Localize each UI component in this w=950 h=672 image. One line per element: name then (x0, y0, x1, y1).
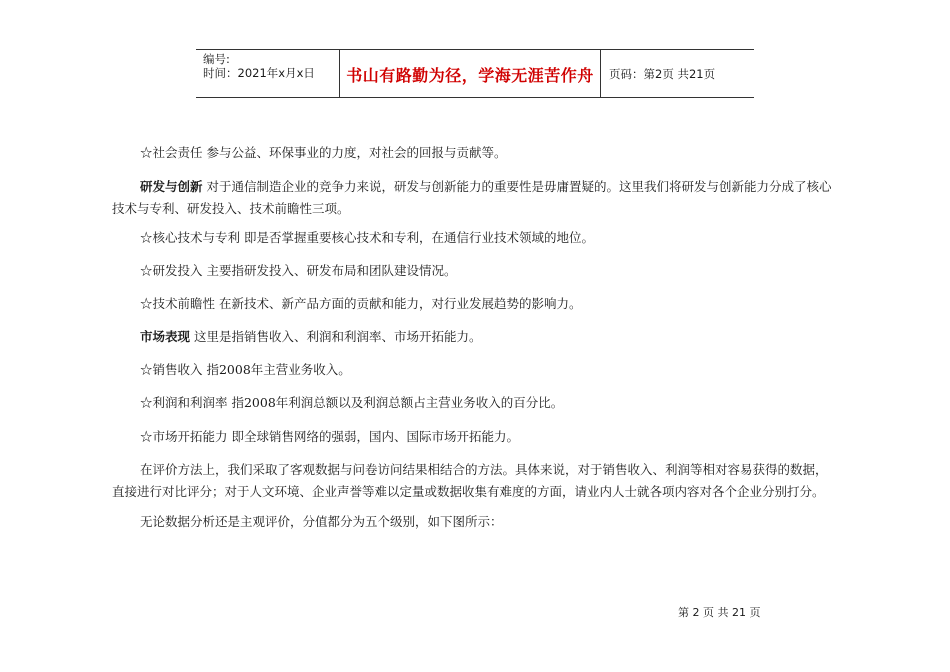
header-meta (196, 50, 339, 97)
paragraph-social-responsibility: ☆社会责任 参与公益、环保事业的力度，对社会的回报与贡献等。 (140, 145, 507, 160)
header-motto-cell (339, 50, 601, 97)
page-header (196, 49, 754, 98)
page-footer: 第 2 页 共 21 页 (678, 606, 761, 619)
rd-description: 对于通信制造企业的竞争力来说，研发与创新能力的重要性是毋庸置疑的。这里我们将研发与创新能力分成了核心技术与专利、研发投入、技术前瞻性三项。 (112, 179, 832, 216)
paragraph-profit: ☆利润和利润率 指2008年利润总额以及利润总额占主营业务收入的百分比。 (140, 395, 564, 410)
paragraph-core-tech: ☆核心技术与专利 即是否掌握重要核心技术和专利，在通信行业技术领域的地位。 (140, 230, 594, 245)
header-page-cell (601, 50, 754, 97)
paragraph-evaluation-method: 在评价方法上，我们采取了客观数据与问卷访问结果相结合的方法。具体来说，对于销售收入、利润等相对容易获得的数据，直接进行对比评分；对于人文环境、企业声誉等难以定量或数据收集有难度的方面，请业内人士就各项内容对各个企业分别打分。 (112, 462, 828, 499)
paragraph-score-levels: 无论数据分析还是主观评价，分值都分为五个级别，如下图所示： (140, 514, 503, 529)
paragraph-rd-innovation (112, 176, 838, 220)
section-heading-market: 市场表现 (140, 329, 191, 344)
paragraph-rd-investment: ☆研发投入 主要指研发投入、研发布局和团队建设情况。 (140, 263, 457, 278)
page-code: 页码：第2页 共21页 (609, 66, 716, 81)
paragraph-sales-revenue: ☆销售收入 指2008年主营业务收入。 (140, 362, 351, 377)
time-label: 时间：2021年x月x日 (203, 66, 315, 80)
section-heading-rd: 研发与创新 (140, 179, 203, 194)
market-description: 这里是指销售收入、利润和利润率、市场开拓能力。 (190, 329, 482, 344)
paragraph-tech-foresight: ☆技术前瞻性 在新技术、新产品方面的贡献和能力，对行业发展趋势的影响力。 (140, 296, 582, 311)
paragraph-market-performance (112, 326, 838, 348)
paragraph-market-expansion: ☆市场开拓能力 即全球销售网络的强弱，国内、国际市场开拓能力。 (140, 429, 519, 444)
motto: 书山有路勤为径，学海无涯苦作舟 (346, 66, 594, 85)
number-label: 编号: (203, 52, 230, 66)
